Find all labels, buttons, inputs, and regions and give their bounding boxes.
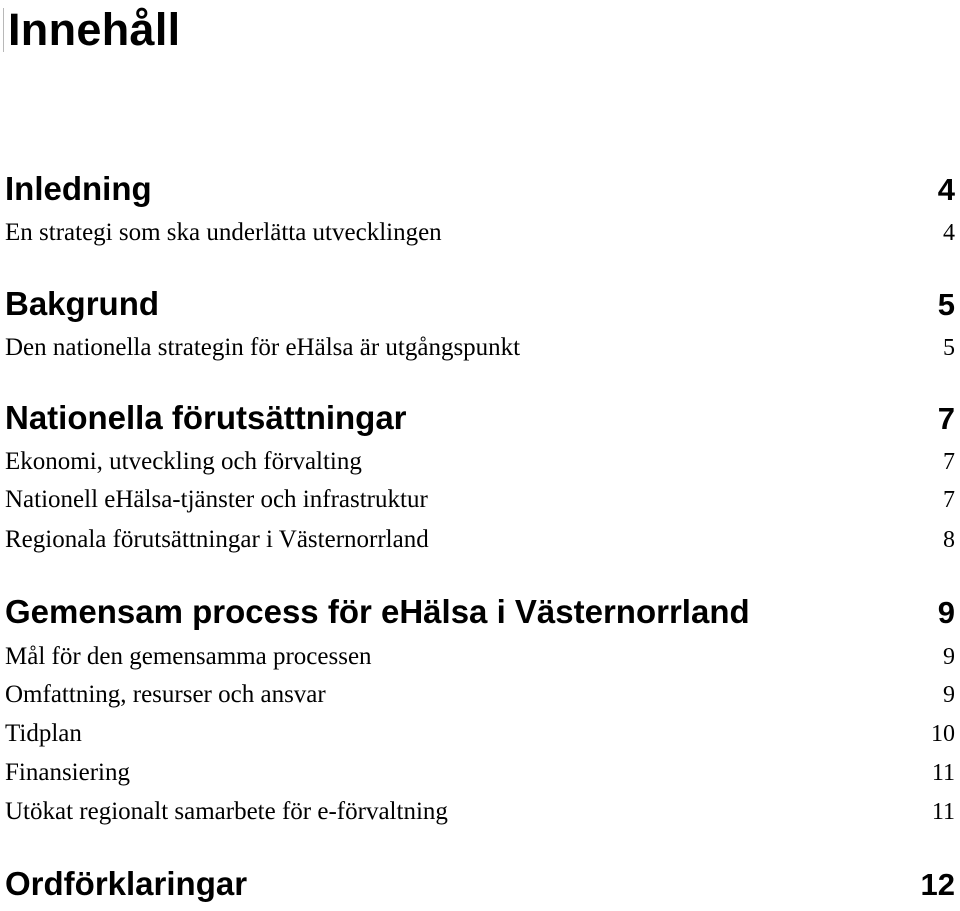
toc-entry[interactable]: [5, 641, 955, 673]
toc-section-title: Nationella förutsättningar: [5, 399, 407, 436]
toc-entry-page-number: 9: [943, 644, 955, 670]
toc-section-title: Bakgrund: [5, 285, 160, 322]
toc-entry-page-number: 5: [943, 335, 955, 361]
toc-entry-page-number: 11: [931, 799, 955, 825]
toc-entry-title: Finansiering: [5, 759, 130, 786]
toc-entry[interactable]: [5, 796, 955, 828]
toc-section-title: Gemensam process för eHälsa i Västernorrland: [5, 593, 750, 630]
toc-section-page-number: 12: [920, 867, 955, 902]
toc-section-nationella-forutsattningar[interactable]: [5, 398, 955, 438]
toc-entry-page-number: 11: [931, 760, 955, 786]
toc-section-page-number: 7: [937, 401, 955, 436]
toc-entry-page-number: 10: [931, 721, 955, 747]
toc-section-ordforklaringar[interactable]: [5, 864, 955, 904]
toc-entry[interactable]: [5, 332, 955, 364]
toc-entry-title: Omfattning, resurser och ansvar: [5, 681, 326, 708]
toc-entry-page-number: 7: [943, 449, 955, 475]
toc-entry-page-number: 7: [943, 487, 955, 513]
toc-entry-title: Mål för den gemensamma processen: [5, 643, 372, 670]
toc-entry[interactable]: [5, 718, 955, 750]
toc-entry-title: En strategi som ska underlätta utvecklingen: [5, 219, 442, 246]
toc-entry[interactable]: [5, 524, 955, 556]
toc-section-gemensam-process[interactable]: [5, 592, 955, 632]
toc-entry[interactable]: [5, 679, 955, 711]
toc-entry-page-number: 4: [943, 220, 955, 246]
toc-entry[interactable]: [5, 484, 955, 516]
toc-entry[interactable]: [5, 446, 955, 478]
toc-section-title: Ordförklaringar: [5, 865, 248, 902]
toc-entry-title: Den nationella strategin för eHälsa är utgångspunkt: [5, 334, 521, 361]
toc-entry-title: Ekonomi, utveckling och förvalting: [5, 448, 362, 475]
toc-entry-page-number: 8: [943, 527, 955, 553]
toc-entry[interactable]: [5, 757, 955, 789]
toc-entry-title: Nationell eHälsa-tjänster och infrastruktur: [5, 486, 428, 513]
toc-entry[interactable]: [5, 217, 955, 249]
toc-entry-title: Tidplan: [5, 720, 82, 747]
toc-section-page-number: 9: [937, 595, 955, 630]
toc-entry-title: Regionala förutsättningar i Västernorrland: [5, 526, 429, 553]
toc-entry-page-number: 9: [943, 682, 955, 708]
toc-entry-title: Utökat regionalt samarbete för e-förvaltning: [5, 798, 448, 825]
toc-section-page-number: 5: [937, 287, 955, 322]
toc-section-page-number: 4: [937, 172, 955, 207]
toc-section-title: Inledning: [5, 170, 152, 207]
toc-section-bakgrund[interactable]: [5, 284, 955, 324]
page-title: Innehåll: [8, 4, 181, 55]
toc-section-inledning[interactable]: [5, 169, 955, 209]
